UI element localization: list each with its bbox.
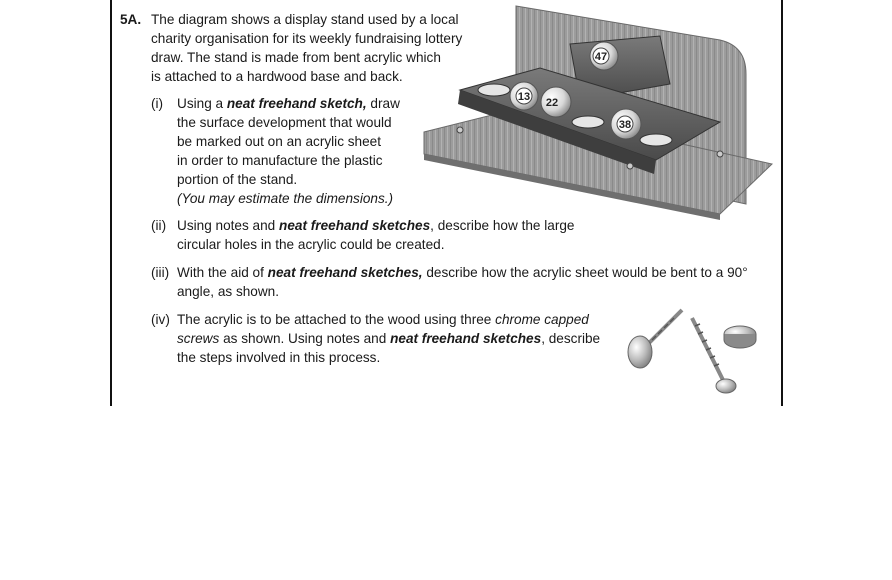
part-iii-line1: [177, 263, 748, 282]
ball-number: 13: [517, 91, 531, 103]
tray-hole: [478, 84, 510, 96]
part-iv-line1: [177, 310, 600, 329]
text: Using notes and: [177, 218, 280, 233]
part-i-line: in order to manufacture the plastic: [177, 153, 383, 168]
ball-number: 47: [594, 51, 608, 63]
text: , describe: [541, 331, 601, 346]
text: The acrylic is to be attached to the wood using three: [177, 312, 496, 327]
part-i-line: be marked out on an acrylic sheet: [177, 134, 382, 149]
emphasis: neat freehand sketches: [390, 331, 542, 346]
part-i-line: the surface development that would: [177, 115, 392, 130]
emphasis: neat freehand sketch,: [226, 96, 367, 111]
intro-line: draw. The stand is made from bent acrylic which: [151, 50, 441, 65]
part-iii-text: [177, 263, 748, 301]
text: describe how the acrylic sheet would be bent to a 90°: [422, 265, 748, 280]
text: With the aid of: [177, 265, 268, 280]
part-iv-text: [177, 310, 600, 367]
chrome-capped-screws-illustration: [620, 302, 780, 398]
tray-hole: [572, 116, 604, 128]
left-margin-rule: [110, 0, 112, 406]
screw-cap: [627, 163, 633, 169]
intro-line: The diagram shows a display stand used by a local: [151, 12, 459, 27]
right-margin-rule: [781, 0, 783, 406]
part-i-line1: [177, 94, 417, 113]
screw-head: [716, 379, 736, 393]
emphasis: neat freehand sketches: [279, 218, 431, 233]
part-i-line: portion of the stand.: [177, 172, 298, 187]
text: as shown. Using notes and: [219, 331, 391, 346]
lottery-ball: [590, 42, 618, 70]
intro-line: charity organisation for its weekly fundraising lottery: [151, 31, 463, 46]
part-i-note: (You may estimate the dimensions.): [177, 191, 394, 206]
ball-number: 22: [545, 97, 559, 109]
text: Using a: [177, 96, 227, 111]
part-iv-line2: [177, 329, 600, 348]
display-stand-illustration: [420, 4, 780, 220]
ball-number: 38: [618, 119, 632, 131]
part-iv-label: (iv): [151, 312, 170, 327]
intro-line: is attached to a hardwood base and back.: [151, 69, 403, 84]
screw-cap: [457, 127, 463, 133]
question-number: 5A.: [120, 12, 142, 27]
part-iv-line3: the steps involved in this process.: [177, 350, 381, 365]
tray-hole: [640, 134, 672, 146]
lottery-ball: [541, 87, 571, 117]
part-i-label: (i): [151, 96, 164, 111]
part-iii-line2: angle, as shown.: [177, 284, 280, 299]
part-ii-text: [177, 216, 574, 254]
emphasis: screws: [177, 331, 220, 346]
part-ii-label: (ii): [151, 218, 167, 233]
lottery-ball: [611, 109, 641, 139]
text: , describe how the large: [430, 218, 575, 233]
text: draw: [366, 96, 400, 111]
cap-rim: [724, 334, 756, 348]
chrome-cap: [628, 336, 652, 368]
part-i-text: [177, 94, 417, 208]
part-iii-label: (iii): [151, 265, 170, 280]
part-ii-line2: circular holes in the acrylic could be created.: [177, 237, 445, 252]
screw-cap: [717, 151, 723, 157]
emphasis: chrome capped: [495, 312, 589, 327]
lottery-ball: [510, 82, 538, 110]
emphasis: neat freehand sketches,: [267, 265, 423, 280]
